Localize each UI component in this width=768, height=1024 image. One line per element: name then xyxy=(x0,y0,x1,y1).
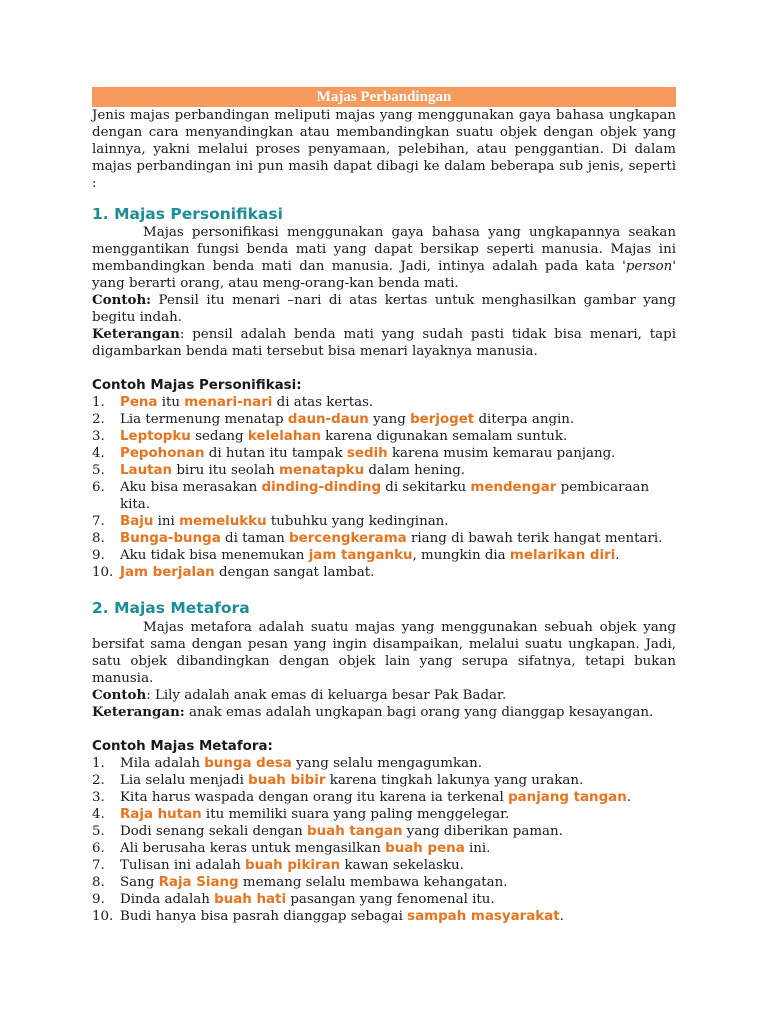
item-text: Aku tidak bisa menemukan xyxy=(120,548,309,563)
list-item-number: 4. xyxy=(92,807,105,822)
item-text: Aku bisa merasakan xyxy=(120,480,262,495)
highlighted-phrase: dinding-dinding xyxy=(261,480,382,495)
note-text: anak emas adalah ungkapan bagi orang yang dianggap kesayangan. xyxy=(184,705,654,720)
list-item xyxy=(92,857,676,874)
item-text: di taman xyxy=(220,531,290,546)
page-title: Majas Perbandingan xyxy=(316,89,452,105)
item-text: biru itu seolah xyxy=(172,463,280,478)
list-item xyxy=(92,530,676,547)
highlighted-phrase: Pepohonan xyxy=(120,446,205,461)
highlighted-phrase: Baju xyxy=(120,514,154,529)
list-item-number: 1. xyxy=(92,395,105,410)
list-item xyxy=(92,823,676,840)
title-banner xyxy=(92,87,676,107)
item-text: ini. xyxy=(464,841,491,856)
list-item xyxy=(92,564,676,581)
item-text: di atas kertas. xyxy=(272,395,374,410)
list-item-number: 10. xyxy=(92,565,114,580)
item-text: Lia selalu menjadi xyxy=(120,773,249,788)
example-label: Contoh: xyxy=(92,292,152,308)
item-text: itu memiliki suara yang paling menggelegar. xyxy=(201,807,510,822)
highlighted-phrase: Raja hutan xyxy=(120,807,202,822)
metafora-body: Majas metafora adalah suatu majas yang menggunakan sebuah objek yang bersifat sama dengan pesan yang ingin disampaikan, melalui suatu ungkapan. Jadi, satu objek dibandingkan dengan objek lain yang serupa sifatnya, tetapi bukan manusia. xyxy=(92,620,676,686)
item-text: Budi hanya bisa pasrah dianggap sebagai xyxy=(120,909,408,924)
item-text: Sang xyxy=(120,875,159,890)
item-text: dalam hening. xyxy=(364,463,466,478)
list-item-number: 3. xyxy=(92,429,105,444)
item-text: Dinda adalah xyxy=(120,892,215,907)
item-text: . xyxy=(615,548,620,563)
item-text: ini xyxy=(153,514,180,529)
intro-paragraph: Jenis majas perbandingan meliputi majas yang menggunakan gaya bahasa ungkapan dengan cara menyandingkan atau membandingkan suatu objek dengan objek yang lainnya, yakni melalui proses penyamaan, pelebihan, atau penggantian. Di dalam majas perbandingan ini pun masih dapat dibagi ke dalam beberapa sub jenis, seperti : xyxy=(92,108,676,191)
list-item xyxy=(92,462,676,479)
list-item xyxy=(92,755,676,772)
note-text: : pensil adalah benda mati yang sudah pasti tidak bisa menari, tapi digambarkan benda mati tersebut bisa menari layaknya manusia. xyxy=(92,327,676,359)
list-item xyxy=(92,874,676,891)
highlighted-phrase: Jam berjalan xyxy=(120,565,215,580)
item-text: memang selalu membawa kehangatan. xyxy=(238,875,508,890)
list-item-number: 10. xyxy=(92,909,114,924)
note-label: Keterangan xyxy=(92,326,180,342)
item-text: yang xyxy=(368,412,411,427)
list-item xyxy=(92,428,676,445)
highlighted-phrase: menatapku xyxy=(279,463,365,478)
metafora-note xyxy=(92,704,676,721)
personifikasi-list-title: Contoh Majas Personifikasi: xyxy=(92,378,302,393)
list-item xyxy=(92,891,676,908)
highlighted-phrase: Lautan xyxy=(120,463,173,478)
list-item xyxy=(92,479,676,513)
list-item xyxy=(92,806,676,823)
item-text: Mila adalah xyxy=(120,756,205,771)
note-label: Keterangan: xyxy=(92,704,185,720)
list-item-number: 8. xyxy=(92,875,105,890)
item-text: riang di bawah terik hangat mentari. xyxy=(406,531,663,546)
highlighted-phrase: buah pikiran xyxy=(245,858,341,873)
highlighted-phrase: daun-daun xyxy=(287,412,369,427)
item-text: Dodi senang sekali dengan xyxy=(120,824,308,839)
item-text: Tulisan ini adalah xyxy=(120,858,245,873)
highlighted-phrase: Leptopku xyxy=(120,429,191,444)
list-item xyxy=(92,513,676,530)
item-text: karena digunakan semalam suntuk. xyxy=(320,429,568,444)
list-item xyxy=(92,411,676,428)
item-text: dengan sangat lambat. xyxy=(214,565,375,580)
personifikasi-note xyxy=(92,326,676,360)
item-text: . xyxy=(559,909,564,924)
list-item xyxy=(92,908,676,925)
list-item-number: 2. xyxy=(92,412,105,427)
list-item xyxy=(92,445,676,462)
metafora-example xyxy=(92,687,676,704)
item-text: kawan sekelasku. xyxy=(340,858,464,873)
highlighted-phrase: kelelahan xyxy=(247,429,321,444)
highlighted-phrase: panjang tangan xyxy=(508,790,627,805)
highlighted-phrase: menari-nari xyxy=(184,395,273,410)
item-text: diterpa angin. xyxy=(474,412,575,427)
list-item-number: 6. xyxy=(92,841,105,856)
list-item-number: 5. xyxy=(92,463,105,478)
item-text: pasangan yang fenomenal itu. xyxy=(286,892,495,907)
list-item xyxy=(92,789,676,806)
highlighted-phrase: sampah masyarakat xyxy=(407,909,560,924)
list-item-number: 3. xyxy=(92,790,105,805)
item-text: , mungkin dia xyxy=(412,548,510,563)
list-item-number: 6. xyxy=(92,480,105,495)
highlighted-phrase: sedih xyxy=(346,446,388,461)
highlighted-phrase: bercengkerama xyxy=(289,531,407,546)
list-item xyxy=(92,772,676,789)
item-text: sedang xyxy=(190,429,248,444)
highlighted-phrase: Bunga-bunga xyxy=(120,531,221,546)
section-heading-personifikasi: 1. Majas Personifikasi xyxy=(92,205,283,223)
example-text: : Lily adalah anak emas di keluarga besar Pak Badar. xyxy=(146,688,507,703)
item-text: yang selalu mengagumkan. xyxy=(291,756,482,771)
personifikasi-body xyxy=(92,224,676,292)
highlighted-phrase: buah pena xyxy=(385,841,465,856)
list-item xyxy=(92,547,676,564)
example-label: Contoh xyxy=(92,687,147,703)
item-text: Lia termenung menatap xyxy=(120,412,288,427)
highlighted-phrase: buah hati xyxy=(214,892,287,907)
body-text: Majas personifikasi menggunakan gaya bahasa yang ungkapannya seakan menggantikan fungsi benda mati yang dapat bersikap seperti manusia. Majas ini membandingkan benda mati dan manusia. Jadi, intinya adalah pada kata xyxy=(92,225,676,274)
section-heading-metafora: 2. Majas Metafora xyxy=(92,599,250,617)
item-text: tubuhku yang kedinginan. xyxy=(266,514,449,529)
item-text: di hutan itu tampak xyxy=(204,446,347,461)
item-text: karena tingkah lakunya yang urakan. xyxy=(325,773,584,788)
item-text: Kita harus waspada dengan orang itu karena ia terkenal xyxy=(120,790,509,805)
list-item-number: 9. xyxy=(92,548,105,563)
list-item xyxy=(92,394,676,411)
highlighted-phrase: bunga desa xyxy=(204,756,292,771)
highlighted-phrase: jam tanganku xyxy=(308,548,413,563)
highlighted-phrase: Raja Siang xyxy=(158,875,239,890)
list-item-number: 8. xyxy=(92,531,105,546)
highlighted-phrase: melarikan diri xyxy=(509,548,616,563)
list-item-number: 2. xyxy=(92,773,105,788)
highlighted-phrase: berjoget xyxy=(410,412,475,427)
metafora-list-title: Contoh Majas Metafora: xyxy=(92,739,273,754)
list-item-number: 7. xyxy=(92,514,105,529)
item-text: Ali berusaha keras untuk mengasilkan xyxy=(120,841,386,856)
highlighted-phrase: buah tangan xyxy=(307,824,403,839)
item-text: itu xyxy=(157,395,185,410)
list-item-number: 5. xyxy=(92,824,105,839)
item-text: pembicaraan kita. xyxy=(120,480,650,512)
highlighted-phrase: mendengar xyxy=(470,480,557,495)
personifikasi-example xyxy=(92,292,676,326)
personifikasi-example-list xyxy=(92,394,676,581)
highlighted-phrase: Pena xyxy=(120,395,158,410)
highlighted-phrase: memelukku xyxy=(179,514,267,529)
document-page xyxy=(92,87,676,925)
item-text: . xyxy=(626,790,632,805)
metafora-example-list xyxy=(92,755,676,925)
list-item xyxy=(92,840,676,857)
list-item-number: 1. xyxy=(92,756,105,771)
body-italic-text: 'person' xyxy=(622,259,676,274)
body-text: yang berarti orang, atau meng-orang-kan benda mati. xyxy=(92,276,459,291)
highlighted-phrase: buah bibir xyxy=(248,773,326,788)
item-text: karena musim kemarau panjang. xyxy=(387,446,616,461)
list-item-number: 4. xyxy=(92,446,105,461)
example-text: Pensil itu menari –nari di atas kertas untuk menghasilkan gambar yang begitu indah. xyxy=(92,293,676,325)
item-text: yang diberikan paman. xyxy=(402,824,563,839)
item-text: di sekitarku xyxy=(381,480,471,495)
list-item-number: 7. xyxy=(92,858,105,873)
list-item-number: 9. xyxy=(92,892,105,907)
